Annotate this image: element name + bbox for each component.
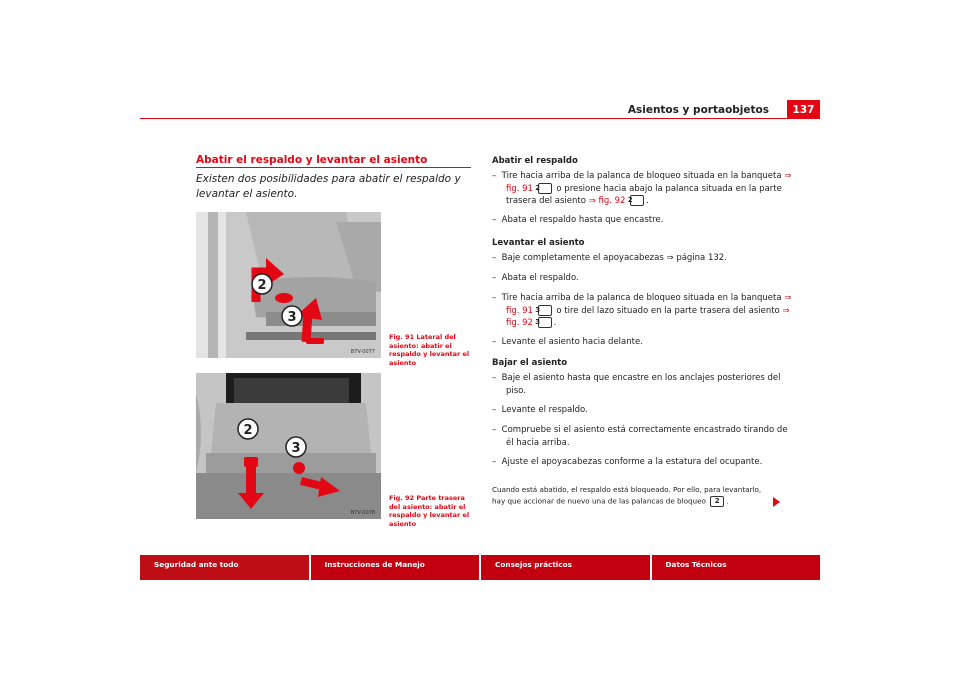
footer-tab-datos[interactable]: Datos Técnicos [652, 555, 821, 580]
fig-92-link[interactable]: fig. 92 [506, 318, 533, 328]
running-header-title: Asientos y portaobjetos [627, 104, 769, 116]
fig-91-link[interactable]: fig. 91 [506, 183, 533, 194]
levantar-step-3: – Tire hacia arriba de la palanca de bloqueo situada en la banqueta ⇒ fig. 91 3 o tire del lazo situado en la parte trasera del asiento ⇒ fig. 92 3 . [492, 293, 792, 328]
bajar-heading: Bajar el asiento [492, 358, 568, 368]
abatir-step-1: – Tire hacia arriba de la palanca de bloqueo situada en la banqueta ⇒ fig. 91 2 o presione hacia abajo la palanca situada en la parte trasera del asiento ⇒ fig. 92 2 . [492, 171, 792, 206]
abatir-step-2: – Abata el respaldo hasta que encastre. [492, 215, 664, 225]
bajar-step-1: – Baje el asiento hasta que encastre en los anclajes posteriores del piso. [492, 373, 781, 396]
levantar-step-1: – Baje completamente el apoyacabezas ⇒ página 132. [492, 253, 727, 263]
figure-92-seat-rear [196, 373, 381, 519]
cross-ref-arrow-icon: ⇒ [666, 253, 674, 263]
cross-ref-arrow-icon: ⇒ [784, 293, 792, 303]
header-rule [140, 118, 820, 119]
abatir-heading: Abatir el respaldo [492, 156, 578, 166]
note-text: Cuando está abatido, el respaldo está bloqueado. Por ello, para levantarlo, hay que accionar de nuevo una de las palancas de bloqueo 2 . [492, 485, 762, 505]
levantar-step-4: – Levante el asiento hacia delante. [492, 337, 643, 347]
figure-91-seat-side [196, 212, 381, 358]
cross-ref-arrow-icon: ⇒ [784, 171, 792, 181]
callout-3-icon: 3 [538, 317, 552, 328]
bajar-step-3: – Compruebe si el asiento está correctamente encastrado tirando de él hacia arriba. [492, 425, 788, 448]
callout-2-icon: 2 [630, 195, 644, 206]
fig-92-link[interactable]: fig. 92 [598, 196, 626, 206]
footer-tab-seguridad[interactable]: Seguridad ante todo [140, 555, 309, 580]
svg-text:2: 2 [257, 278, 267, 293]
footer-nav [140, 555, 820, 580]
continue-arrow-icon [773, 497, 780, 507]
callout-3-icon: 3 [538, 305, 552, 316]
cross-ref-arrow-icon: ⇒ [782, 305, 790, 316]
fig-91-link[interactable]: fig. 91 [506, 305, 533, 316]
section-intro: Existen dos posibilidades para abatir el respaldo y levantar el asiento. [196, 173, 461, 200]
cross-ref-arrow-icon: ⇒ [588, 196, 596, 206]
page-132-link[interactable]: página 132. [676, 253, 727, 263]
levantar-heading: Levantar el asiento [492, 238, 585, 248]
figure-91-caption: Fig. 91 Lateral del asiento: abatir el respaldo y levantar el asiento [389, 333, 470, 367]
svg-text:3: 3 [291, 441, 301, 456]
figure-92-caption: Fig. 92 Parte trasera del asiento: abatir el respaldo y levantar el asiento [389, 494, 470, 528]
section-heading: Abatir el respaldo y levantar el asiento [196, 154, 428, 166]
page-number: 137 [787, 100, 820, 119]
footer-tab-consejos[interactable]: Consejos prácticos [481, 555, 650, 580]
levantar-step-2: – Abata el respaldo. [492, 273, 579, 283]
figure-id: B7V-0078 [350, 510, 375, 516]
seat-side-illustration [196, 212, 381, 358]
figure-id: B7V-0077 [350, 349, 375, 355]
svg-text:2: 2 [243, 423, 253, 438]
bajar-step-4: – Ajuste el apoyacabezas conforme a la estatura del ocupante. [492, 457, 763, 467]
bajar-step-2: – Levante el respaldo. [492, 405, 588, 415]
footer-tab-instrucciones[interactable]: Instrucciones de Manejo [311, 555, 480, 580]
seat-rear-illustration [196, 373, 381, 519]
svg-text:3: 3 [287, 310, 297, 325]
callout-2-icon: 2 [710, 496, 724, 507]
section-rule [196, 167, 471, 168]
callout-2-icon: 2 [538, 183, 552, 194]
